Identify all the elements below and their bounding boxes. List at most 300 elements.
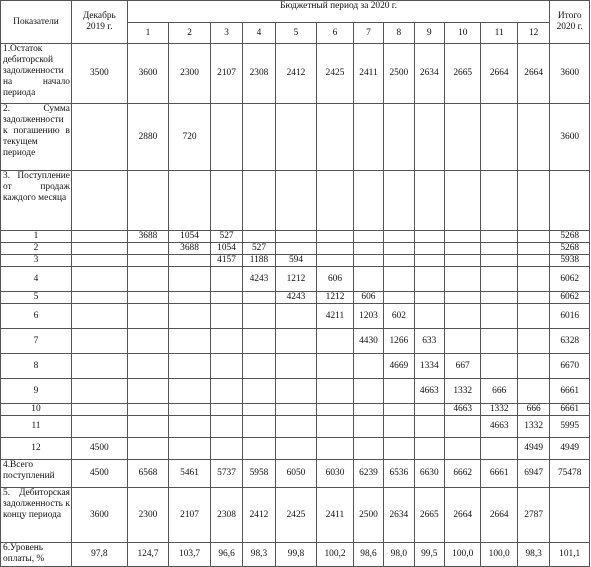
cell-month-12 [517,171,549,231]
table-row [1,460,590,488]
cell-month-8 [384,243,414,255]
cell-month-2: 3688 [169,243,211,255]
cell-month-8: 6536 [384,460,414,488]
cell-month-4 [243,329,275,354]
table-row [1,416,590,438]
cell-month-7 [353,354,383,379]
cell-month-6: 6030 [317,460,353,488]
cell-month-12 [517,267,549,292]
cell-month-12 [517,379,549,404]
cell-month-2 [169,329,211,354]
cell-total: 6062 [550,267,590,292]
cell-month-9: 99,5 [414,543,444,567]
row-label: 5. Дебиторская задолженность к концу периода [1,488,72,543]
cell-month-3 [210,354,242,379]
cell-month-2 [169,404,211,416]
cell-month-2 [169,416,211,438]
cell-month-9 [414,304,444,329]
cell-month-11: 4663 [481,416,517,438]
cell-december: 3600 [71,488,127,543]
row-label: 4.Всего поступлений [1,460,72,488]
table-row [1,231,590,243]
cell-total: 6062 [550,292,590,304]
cell-month-12 [517,255,549,267]
cell-month-9 [414,438,444,460]
cell-month-6 [317,379,353,404]
cell-month-9: 2634 [414,44,444,104]
cell-total: 6661 [550,404,590,416]
cell-month-9 [414,255,444,267]
cell-month-7 [353,255,383,267]
cell-month-7 [353,379,383,404]
cell-total: 3600 [550,44,590,104]
cell-month-10 [444,267,480,292]
table-row [1,488,590,543]
cell-month-4 [243,416,275,438]
cell-total: 101,1 [550,543,590,567]
cell-month-9: 633 [414,329,444,354]
cell-month-8 [384,292,414,304]
table-row [1,354,590,379]
cell-month-11: 6661 [481,460,517,488]
header-indicators: Показатели [1,1,72,44]
cell-month-4: 1188 [243,255,275,267]
header-month: 5 [275,23,317,44]
cell-month-11: 1332 [481,404,517,416]
row-label: 9 [1,379,72,404]
cell-month-12: 4949 [517,438,549,460]
cell-month-12: 666 [517,404,549,416]
cell-month-5: 594 [275,255,317,267]
cell-month-10: 2664 [444,488,480,543]
cell-total: 5268 [550,231,590,243]
cell-month-4: 98,3 [243,543,275,567]
cell-month-1 [127,329,169,354]
cell-month-9: 6630 [414,460,444,488]
cell-month-10: 6662 [444,460,480,488]
row-label: 4 [1,267,72,292]
cell-month-6 [317,243,353,255]
cell-month-1 [127,404,169,416]
cell-month-5 [275,231,317,243]
cell-month-9 [414,416,444,438]
row-label: 2 [1,243,72,255]
cell-month-10 [444,292,480,304]
cell-month-7 [353,267,383,292]
cell-total: 5268 [550,243,590,255]
cell-month-9 [414,104,444,171]
cell-month-8: 4669 [384,354,414,379]
cell-month-9 [414,171,444,231]
cell-month-8 [384,171,414,231]
cell-month-1 [127,292,169,304]
header-budget-period: Бюджетный период за 2020 г. [127,1,550,23]
cell-december [71,304,127,329]
cell-month-11 [481,104,517,171]
cell-month-3: 96,6 [210,543,242,567]
cell-december: 4500 [71,438,127,460]
cell-month-5 [275,171,317,231]
cell-month-7: 1203 [353,304,383,329]
header-month: 11 [481,23,517,44]
table-row [1,243,590,255]
cell-month-6 [317,255,353,267]
cell-month-10 [444,255,480,267]
cell-month-6: 2425 [317,44,353,104]
cell-month-4 [243,104,275,171]
cell-december [71,404,127,416]
cell-month-10 [444,243,480,255]
cell-month-8: 98,0 [384,543,414,567]
cell-month-7: 606 [353,292,383,304]
cell-month-8 [384,231,414,243]
cell-month-11: 2664 [481,488,517,543]
header-total-2020: Итого 2020 г. [550,1,590,44]
table-row [1,379,590,404]
cell-month-11: 2664 [481,44,517,104]
cell-month-1: 2300 [127,488,169,543]
cell-month-7 [353,243,383,255]
cell-month-2 [169,267,211,292]
cell-month-8: 2634 [384,488,414,543]
cell-december [71,329,127,354]
cell-month-8: 602 [384,304,414,329]
cell-month-12 [517,104,549,171]
cell-month-4 [243,171,275,231]
cell-month-7 [353,171,383,231]
cell-month-6 [317,231,353,243]
cell-month-6 [317,171,353,231]
cell-month-1 [127,255,169,267]
cell-month-4: 4243 [243,267,275,292]
cell-month-4 [243,231,275,243]
cell-december [71,104,127,171]
row-label: 6.Уровень оплаты, % [1,543,72,567]
cell-month-11: 666 [481,379,517,404]
cell-month-12 [517,354,549,379]
header-month: 2 [169,23,211,44]
cell-month-3 [210,104,242,171]
cell-month-2 [169,304,211,329]
cell-month-10 [444,104,480,171]
cell-month-3: 2107 [210,44,242,104]
cell-month-3: 527 [210,231,242,243]
cell-month-2 [169,438,211,460]
cell-month-4: 5958 [243,460,275,488]
table-row [1,404,590,416]
cell-month-1 [127,304,169,329]
cell-month-5: 2412 [275,44,317,104]
cell-month-1: 3600 [127,44,169,104]
cell-month-2: 720 [169,104,211,171]
cell-december: 4500 [71,460,127,488]
row-label: 7 [1,329,72,354]
table-row [1,329,590,354]
cell-month-7 [353,104,383,171]
cell-month-8: 2500 [384,44,414,104]
cell-month-1 [127,379,169,404]
cell-month-11 [481,354,517,379]
cell-month-9 [414,231,444,243]
cell-month-3 [210,329,242,354]
cell-month-4: 2412 [243,488,275,543]
cell-month-6: 4211 [317,304,353,329]
cell-month-3 [210,438,242,460]
cell-month-5 [275,104,317,171]
cell-month-3: 5737 [210,460,242,488]
cell-december [71,231,127,243]
cell-month-6: 100,2 [317,543,353,567]
cell-month-1 [127,243,169,255]
cell-month-2 [169,171,211,231]
cell-total: 5995 [550,416,590,438]
table-row [1,267,590,292]
cell-december [71,255,127,267]
cell-month-9 [414,267,444,292]
cell-total: 5938 [550,255,590,267]
cell-month-2: 2300 [169,44,211,104]
row-label: 6 [1,304,72,329]
cell-month-8: 1266 [384,329,414,354]
cell-month-4: 2308 [243,44,275,104]
cell-total: 6670 [550,354,590,379]
cell-month-1: 3688 [127,231,169,243]
cell-month-7 [353,404,383,416]
cell-month-1 [127,267,169,292]
cell-month-6 [317,438,353,460]
cell-month-10: 2665 [444,44,480,104]
cell-total [550,171,590,231]
cell-month-7: 6239 [353,460,383,488]
header-month: 1 [127,23,169,44]
header-month: 10 [444,23,480,44]
cell-month-7 [353,438,383,460]
cell-month-5 [275,438,317,460]
row-label: 1 [1,231,72,243]
cell-month-5 [275,379,317,404]
cell-month-11 [481,304,517,329]
cell-december: 3500 [71,44,127,104]
header-month: 3 [210,23,242,44]
cell-month-1 [127,171,169,231]
row-label: 11 [1,416,72,438]
cell-month-2 [169,255,211,267]
cell-month-8 [384,438,414,460]
cell-december: 97,8 [71,543,127,567]
cell-month-10 [444,304,480,329]
cell-month-5: 2425 [275,488,317,543]
cell-month-3: 2308 [210,488,242,543]
header-row-top [1,1,590,23]
cell-month-7 [353,231,383,243]
cell-month-12 [517,231,549,243]
cell-total: 3600 [550,104,590,171]
cell-december [71,292,127,304]
cell-month-11 [481,329,517,354]
cell-month-10 [444,329,480,354]
cell-month-6 [317,416,353,438]
cell-month-12: 98,3 [517,543,549,567]
cell-december [71,267,127,292]
cell-month-8 [384,416,414,438]
cell-month-10: 1332 [444,379,480,404]
table-row [1,438,590,460]
cell-month-12: 2787 [517,488,549,543]
cell-month-2: 1054 [169,231,211,243]
header-month: 12 [517,23,549,44]
cell-month-2: 2107 [169,488,211,543]
cell-month-3 [210,171,242,231]
header-month: 9 [414,23,444,44]
table-row [1,304,590,329]
cell-month-10: 4663 [444,404,480,416]
cell-month-9 [414,404,444,416]
table-row [1,104,590,171]
table-row [1,292,590,304]
cell-month-8 [384,404,414,416]
cell-month-3 [210,379,242,404]
cell-december [71,354,127,379]
header-month: 4 [243,23,275,44]
table-row [1,44,590,104]
cell-month-12 [517,243,549,255]
row-label: 10 [1,404,72,416]
cell-month-8 [384,379,414,404]
cell-month-3 [210,404,242,416]
cell-month-4 [243,379,275,404]
cell-month-5: 6050 [275,460,317,488]
cell-month-3: 4157 [210,255,242,267]
cell-december [71,379,127,404]
cell-month-9: 1334 [414,354,444,379]
cell-month-12 [517,292,549,304]
header-december-2019: Декабрь 2019 г. [71,1,127,44]
cell-month-2: 5461 [169,460,211,488]
cell-month-12: 2664 [517,44,549,104]
cell-month-10 [444,416,480,438]
cell-december [71,243,127,255]
header-month: 7 [353,23,383,44]
row-label: 1.Остаток дебиторской задолженности на начало периода [1,44,72,104]
cell-month-5 [275,329,317,354]
cell-month-4 [243,354,275,379]
cell-month-5: 4243 [275,292,317,304]
cell-total: 6661 [550,379,590,404]
cell-month-11: 100,0 [481,543,517,567]
cell-december [71,416,127,438]
cell-month-3 [210,304,242,329]
cell-month-5 [275,416,317,438]
cell-total [550,488,590,543]
cell-month-3 [210,267,242,292]
cell-month-4 [243,292,275,304]
cell-month-7: 98,6 [353,543,383,567]
cell-month-5: 1212 [275,267,317,292]
cell-month-5: 99,8 [275,543,317,567]
cell-month-2: 103,7 [169,543,211,567]
cell-month-8 [384,104,414,171]
cell-month-10: 667 [444,354,480,379]
cell-total: 75478 [550,460,590,488]
cell-month-12: 6947 [517,460,549,488]
cell-month-1: 2880 [127,104,169,171]
cell-month-3 [210,416,242,438]
cell-month-1 [127,438,169,460]
cell-month-6: 1212 [317,292,353,304]
cell-month-11 [481,231,517,243]
cell-month-11 [481,267,517,292]
header-month: 8 [384,23,414,44]
cell-month-6 [317,329,353,354]
cell-month-1: 6568 [127,460,169,488]
cell-month-9 [414,292,444,304]
row-label: 3 [1,255,72,267]
cell-month-11 [481,255,517,267]
cell-month-12 [517,304,549,329]
cell-month-4: 527 [243,243,275,255]
cell-month-10 [444,438,480,460]
cell-total: 6016 [550,304,590,329]
cell-month-4 [243,438,275,460]
cell-month-12: 1332 [517,416,549,438]
cell-month-10: 100,0 [444,543,480,567]
cell-total: 4949 [550,438,590,460]
table-row [1,171,590,231]
cell-month-1: 124,7 [127,543,169,567]
cell-month-2 [169,354,211,379]
cell-month-4 [243,304,275,329]
cell-month-11 [481,171,517,231]
row-label: 8 [1,354,72,379]
cell-month-2 [169,292,211,304]
cell-month-6 [317,104,353,171]
cell-month-5 [275,304,317,329]
cell-month-2 [169,379,211,404]
header-month: 6 [317,23,353,44]
cell-month-5 [275,404,317,416]
row-label: 5 [1,292,72,304]
cell-month-8 [384,267,414,292]
cell-month-9: 2665 [414,488,444,543]
cell-month-11 [481,243,517,255]
cell-month-1 [127,354,169,379]
cell-december [71,171,127,231]
row-label: 3. Поступление от продаж каждого месяца [1,171,72,231]
cell-month-10 [444,171,480,231]
cell-month-7: 2500 [353,488,383,543]
cell-month-7 [353,416,383,438]
cell-month-9 [414,243,444,255]
table-row [1,543,590,567]
cell-month-8 [384,255,414,267]
cell-month-6 [317,354,353,379]
cell-month-9: 4663 [414,379,444,404]
cell-month-10 [444,231,480,243]
cell-month-7: 4430 [353,329,383,354]
cell-month-11 [481,292,517,304]
cell-month-5 [275,243,317,255]
cell-month-7: 2411 [353,44,383,104]
cell-month-4 [243,404,275,416]
cell-month-1 [127,416,169,438]
cell-month-6 [317,404,353,416]
row-label: 12 [1,438,72,460]
cell-month-6: 2411 [317,488,353,543]
cell-month-6: 606 [317,267,353,292]
cell-month-3: 1054 [210,243,242,255]
row-label: 2. Сумма задолженности к погашению в текущем периоде [1,104,72,171]
cell-month-11 [481,438,517,460]
